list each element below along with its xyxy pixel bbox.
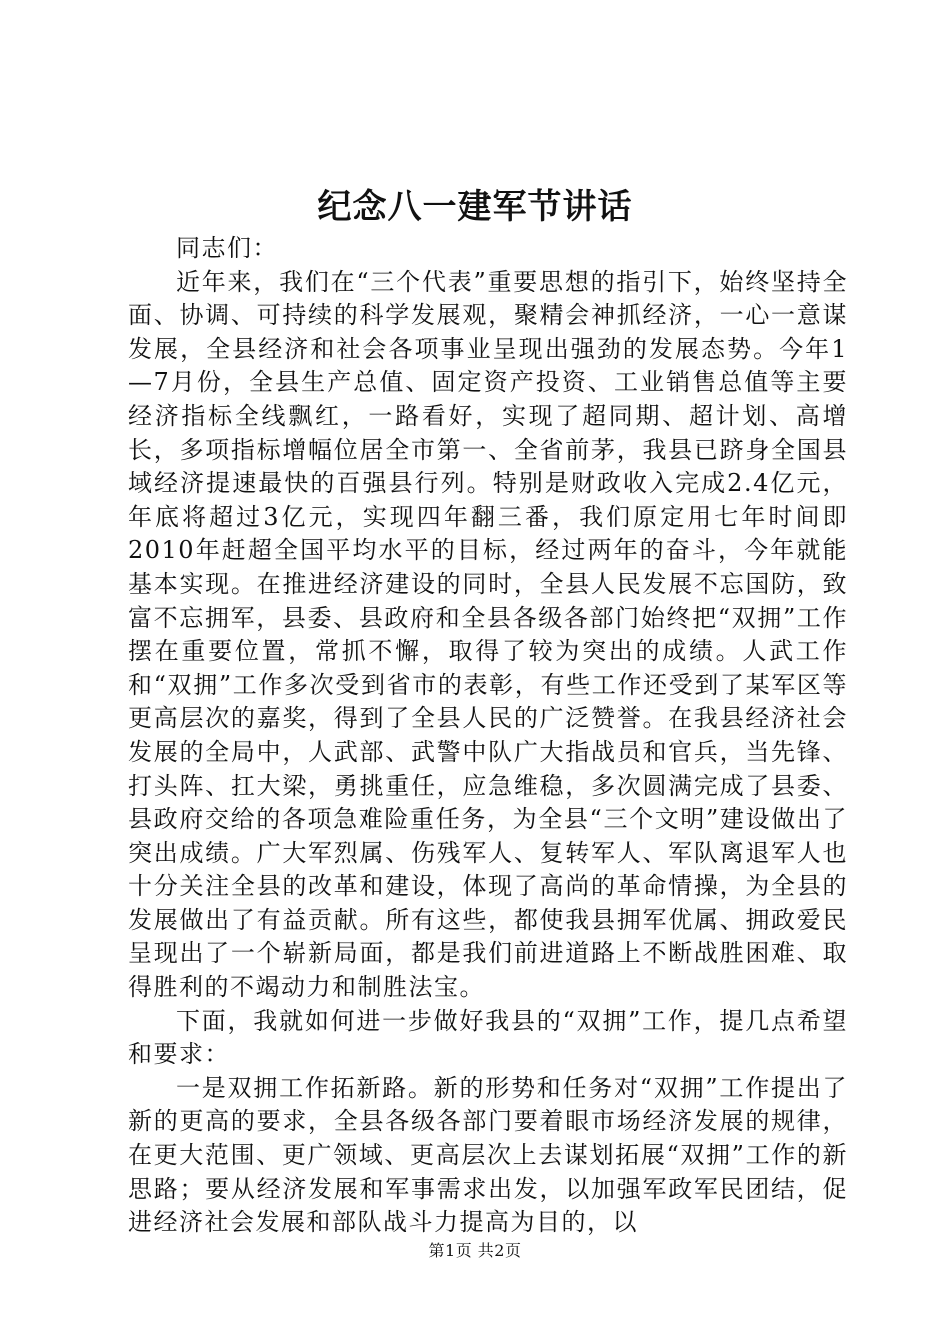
paragraph-achievements: 近年来，我们在“三个代表”重要思想的指引下，始终坚持全面、协调、可持续的科学发展观，聚精会神抓经济，一心一意谋发展，全县经济和社会各项事业呈现出强劲的发展态势。今年1—7月份，全县生产总值、固定资产投资、工业销售总值等主要经济指标全线飘红，一路看好，实现了超同期、超计划、高增长，多项指标增幅位居全市第一、全省前茅，我县已跻身全国县域经济提速最快的百强县行列。特别是财政收入完成2.4亿元，年底将超过3亿元，实现四年翻三番，我们原定用七年时间即2010年赶超全国平均水平的目标，经过两年的奋斗，今年就能基本实现。在推进经济建设的同时，全县人民发展不忘国防，致富不忘拥军，县委、县政府和全县各级各部门始终把“双拥”工作摆在重要位置，常抓不懈，取得了较为突出的成绩。人武工作和“双拥”工作多次受到省市的表彰，有些工作还受到了某军区等更高层次的嘉奖，得到了全县人民的广泛赞誉。在我县经济社会发展的全局中，人武部、武警中队广大指战员和官兵，当先锋、打头阵、扛大梁，勇挑重任，应急维稳，多次圆满完成了县委、县政府交给的各项急难险重任务，为全县“三个文明”建设做出了突出成绩。广大军烈属、伤残军人、复转军人、军队离退军人也十分关注全县的改革和建设，体现了高尚的革命情操，为全县的发展做出了有益贡献。所有这些，都使我县拥军优属、拥政爱民呈现出了一个崭新局面，都是我们前进道路上不断战胜困难、取得胜利的不竭动力和制胜法宝。 bbox=[128, 267, 848, 1002]
document-title: 纪念八一建军节讲话 bbox=[317, 187, 633, 227]
paragraph-salutation: 同志们： bbox=[176, 234, 278, 262]
paragraph-point-one: 一是双拥工作拓新路。新的形势和任务对“双拥”工作提出了新的更高的要求，全县各级各部门要着眼市场经济发展的规律，在更大范围、更广领域、更高层次上去谋划拓展“双拥”工作的新思路；要从经济发展和军事需求出发，以加强军政军民团结，促进经济社会发展和部队战斗力提高为目的，以 bbox=[128, 1073, 848, 1237]
paragraph-transition: 下面，我就如何进一步做好我县的“双拥”工作，提几点希望和要求： bbox=[128, 1006, 848, 1069]
document-body bbox=[128, 232, 848, 1240]
page-footer: 第1页 共2页 bbox=[428, 1241, 522, 1260]
